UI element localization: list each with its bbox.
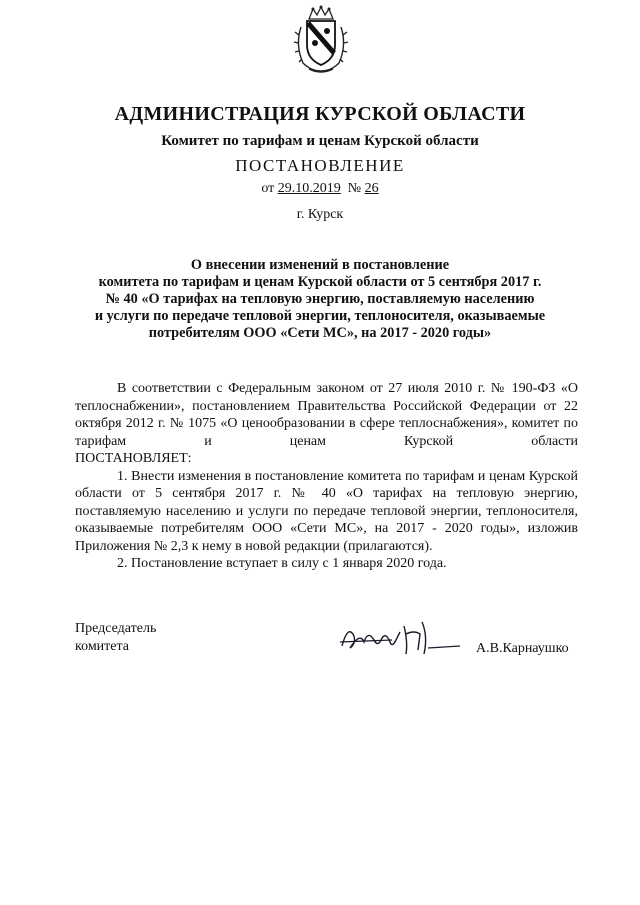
signer-name: А.В.Карнаушко xyxy=(476,641,569,656)
document-number: 26 xyxy=(364,181,379,196)
administration-title: АДМИНИСТРАЦИЯ КУРСКОЙ ОБЛАСТИ xyxy=(114,103,526,125)
item-1-paragraph: 1. Внести изменения в постановление комитета по тарифам и ценам Курской области от 5 сентября 2017 г. № 40 «О тарифах на тепловую энергию, поставляемую населению и услуги по передаче тепловой энергии, теплоносителя, оказываемые потребителям ООО «Сети МС», на 2017 - 2020 годы», изложив Приложения № 2,3 к нему в новой редакции (прилагаются). xyxy=(75,468,578,554)
document-type: ПОСТАНОВЛЕНИЕ xyxy=(235,156,405,175)
document-subject xyxy=(60,257,580,342)
subject-line: № 40 «О тарифах на тепловую энергию, поставляемую населению xyxy=(105,291,535,307)
subject-line: потребителям ООО «Сети МС», на 2017 - 2020 годы» xyxy=(148,325,492,341)
decree-word: ПОСТАНОВЛЯЕТ: xyxy=(75,451,192,466)
handwritten-signature xyxy=(334,612,464,660)
signer-position xyxy=(75,620,156,656)
date-prefix: от xyxy=(261,181,275,196)
document-date: 29.10.2019 xyxy=(277,181,341,196)
date-number-line xyxy=(0,181,640,197)
position-line: комитета xyxy=(75,639,130,654)
subject-line: комитета по тарифам и ценам Курской области от 5 сентября 2017 г. xyxy=(98,274,542,290)
coat-of-arms-emblem xyxy=(291,5,351,75)
document-body xyxy=(75,380,578,573)
committee-title: Комитет по тарифам и ценам Курской области xyxy=(161,133,479,149)
subject-line: и услуги по передаче тепловой энергии, теплоносителя, оказываемые xyxy=(94,308,546,324)
city-line: г. Курск xyxy=(296,207,344,222)
number-prefix: № xyxy=(347,181,362,196)
preamble-paragraph: В соответствии с Федеральным законом от 27 июля 2010 г. № 190-ФЗ «О теплоснабжении», постановлением Правительства Российской Федерации от 22 октября 2012 г. № 1075 «О ценообразовании в сфере теплоснабжения», комитет по тарифам и ценам Курской области xyxy=(75,381,578,449)
position-line: Председатель xyxy=(75,621,157,636)
item-2-paragraph: 2. Постановление вступает в силу с 1 января 2020 года. xyxy=(117,556,447,571)
subject-line: О внесении изменений в постановление xyxy=(190,257,450,273)
